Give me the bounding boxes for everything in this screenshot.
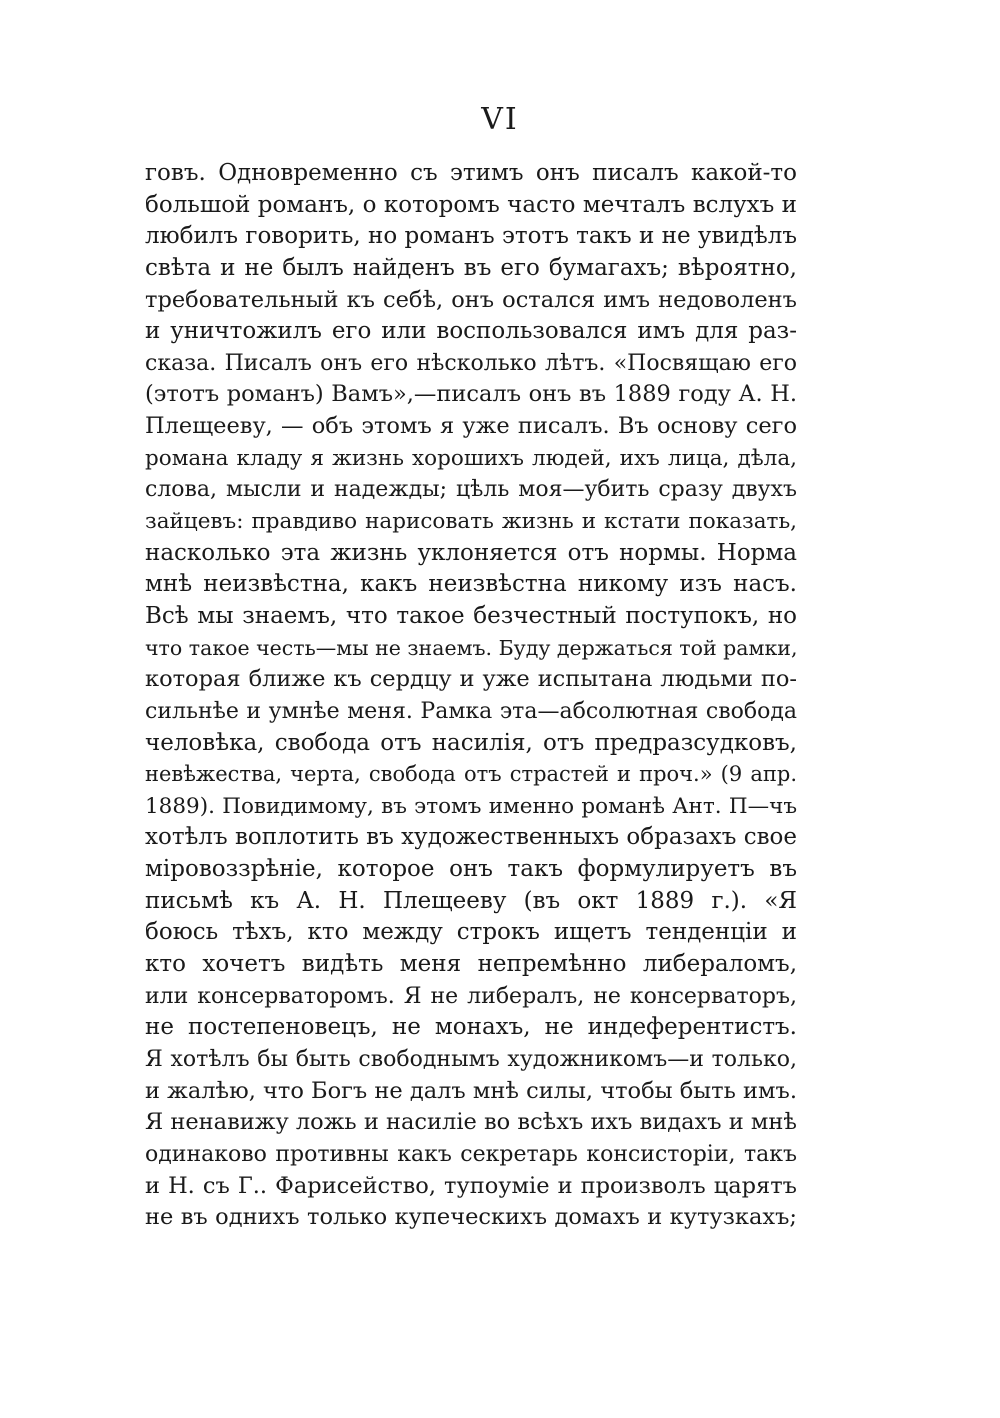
text-line: свѣта и не былъ найденъ въ его бумагахъ; вѣроятно,: [145, 254, 797, 281]
text-line: сильнѣе и умнѣе меня. Рамка эта—абсолютная свобода: [145, 698, 797, 724]
text-line: (этотъ романъ) Вамъ»,—писалъ онъ въ 1889 году А. Н.: [145, 381, 797, 408]
text-line: Всѣ мы знаемъ, что такое безчестный поступокъ, но: [145, 602, 797, 629]
text-line: кто хочетъ видѣть меня непремѣнно либераломъ,: [145, 951, 797, 978]
text-line: слова, мысли и надежды; цѣль моя—убить сразу двухъ: [145, 477, 797, 503]
text-line: романа кладу я жизнь хорошихъ людей, ихъ лица, дѣла,: [145, 445, 797, 471]
text-line: боюсь тѣхъ, кто между строкъ ищетъ тенденціи и: [145, 919, 797, 946]
text-line: Я ненавижу ложь и насиліе во всѣхъ ихъ видахъ и мнѣ: [145, 1109, 797, 1136]
text-line: большой романъ, о которомъ часто мечталъ вслухъ и: [145, 191, 797, 218]
text-line: не въ однихъ только купеческихъ домахъ и кутузкахъ;: [145, 1204, 797, 1231]
text-line: и Н. съ Г.. Фарисейство, тупоуміе и произволъ царятъ: [145, 1172, 797, 1199]
text-line: говъ. Одновременно съ этимъ онъ писалъ какой-то: [145, 160, 797, 186]
page-number: VI: [481, 102, 519, 137]
text-line: человѣка, свобода отъ насилія, отъ предразсудковъ,: [145, 729, 797, 756]
body-text: [145, 158, 797, 1234]
text-line: что такое честь—мы не знаемъ. Буду держаться той рамки,: [145, 635, 797, 660]
text-line: не постепеновецъ, не монахъ, не индеферентистъ.: [145, 1014, 797, 1041]
text-line: хотѣлъ воплотить въ художественныхъ образахъ свое: [145, 824, 797, 851]
text-line: которая ближе къ сердцу и уже испытана людьми по-: [145, 666, 797, 693]
text-line: міровоззрѣніе, которое онъ такъ формулируетъ въ: [145, 856, 797, 883]
text-line: требовательный къ себѣ, онъ остался имъ недоволенъ: [145, 286, 797, 313]
text-line: или консерваторомъ. Я не либералъ, не консерваторъ,: [145, 983, 797, 1009]
text-line: письмѣ къ А. Н. Плещееву (въ окт 1889 г.). «Я: [145, 887, 797, 914]
text-line: и уничтожилъ его или воспользовался имъ для раз-: [145, 318, 797, 345]
text-line: любилъ говорить, но романъ этотъ такъ и не увидѣлъ: [145, 223, 797, 250]
text-line: невѣжества, черта, свобода отъ страстей и проч.» (9 апр.: [145, 762, 797, 787]
text-line: Я хотѣлъ бы быть свободнымъ художникомъ—и только,: [145, 1046, 797, 1072]
text-line: 1889). Повидимому, въ этомъ именно романѣ Ант. П—чъ: [145, 793, 797, 819]
text-line: мнѣ неизвѣстна, какъ неизвѣстна никому изъ насъ.: [145, 571, 797, 598]
text-line: и жалѣю, что Богъ не далъ мнѣ силы, чтобы быть имъ.: [145, 1077, 797, 1104]
text-line: сказа. Писалъ онъ его нѣсколько лѣтъ. «Посвящаю его: [145, 350, 797, 376]
text-line: одинаково противны какъ секретарь консисторіи, такъ: [145, 1141, 797, 1167]
text-line: насколько эта жизнь уклоняется отъ нормы. Норма: [145, 539, 797, 566]
text-line: зайцевъ: правдиво нарисовать жизнь и кстати показать,: [145, 509, 797, 535]
text-line: Плещееву, — объ этомъ я уже писалъ. Въ основу сего: [145, 413, 797, 440]
